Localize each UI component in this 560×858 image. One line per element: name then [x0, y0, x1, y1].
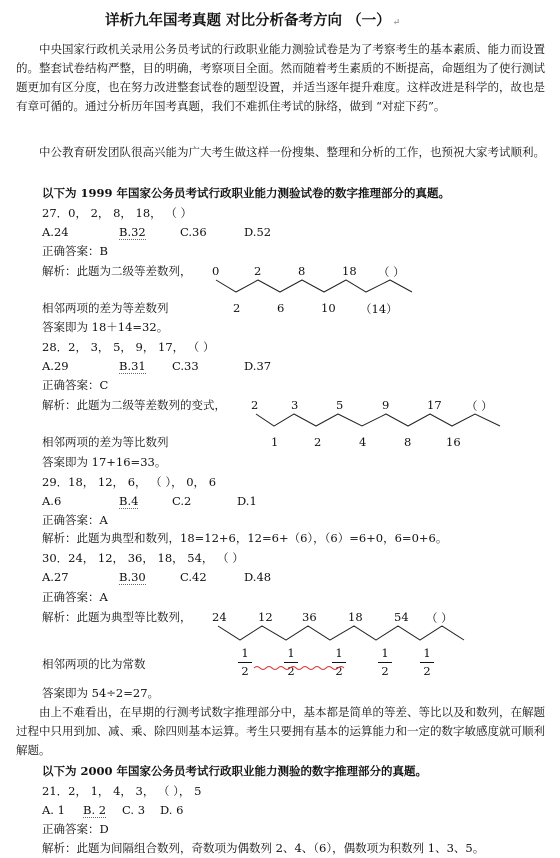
q21-analysis: 解析：此题为间隔组合数列，奇数项为偶数列 2、4、（6），偶数项为积数列 1、3、5。: [42, 841, 485, 855]
q21-answer: 正确答案：D: [42, 822, 109, 836]
q21-option-c: C. 3: [122, 803, 146, 817]
q27-answer: 正确答案：B: [42, 244, 108, 258]
q30-term-3: 18: [348, 610, 363, 624]
q27-option-b: B.32: [119, 225, 146, 239]
q30-term-2: 36: [302, 610, 317, 624]
fraction-numerator: 1: [381, 646, 389, 660]
paragraph-mark-icon: ↵: [392, 18, 401, 28]
q28-term-5: （ ）: [466, 399, 493, 413]
q28-result: 答案即为 17+16=33。: [42, 455, 167, 469]
q29-option-b: B.4: [119, 494, 139, 508]
q27-term-4: （ ）: [378, 265, 405, 279]
q28-option-b: B.31: [119, 359, 146, 373]
q28-term-0: 2: [251, 398, 259, 412]
q30-option-a: A.27: [42, 570, 69, 584]
q21-option-a: A. 1: [42, 803, 65, 817]
q29-answer: 正确答案：A: [42, 513, 108, 527]
q30-term-4: 54: [394, 610, 409, 624]
q29-stem: 29．18， 12， 6， （ ）， 0， 6: [42, 475, 217, 489]
q28-diff-label: 相邻两项的差为等比数列: [42, 435, 169, 449]
q27-diff-0: 2: [233, 301, 241, 315]
fraction-denominator: 2: [423, 664, 431, 678]
conclusion-paragraph: 由上不难看出，在早期的行测考试数字推理部分中，基本都是简单的等差、等比以及和数列，在解题过程中只用到加、减、乘、除四则基本运算。考生只要拥有基本的运算能力和一定的数字敏感度就可顺利解题。: [16, 705, 545, 757]
q27-result: 答案即为 18＋14=32。: [42, 320, 169, 334]
q27-term-1: 2: [254, 264, 262, 278]
q28-option-a: A.29: [42, 359, 69, 373]
q28-diff-4: 16: [446, 435, 461, 449]
q28-option-d: D.37: [244, 359, 272, 373]
q27-stem: 27．0， 2， 8， 18， （ ）: [42, 206, 192, 220]
q27-option-c: C.36: [180, 225, 207, 239]
q30-term-1: 12: [258, 610, 273, 624]
section-2000-heading: 以下为 2000 年国家公务员考试行政职业能力测验的数字推理部分的真题。: [42, 764, 428, 778]
q28-option-c: C.33: [172, 359, 199, 373]
fraction-numerator: 1: [287, 646, 295, 660]
q28-term-3: 9: [382, 398, 390, 412]
q27-diff-label: 相邻两项的差为等差数列: [42, 301, 169, 315]
q28-term-1: 3: [291, 398, 299, 412]
q28-answer: 正确答案：C: [42, 378, 109, 392]
q27-term-0: 0: [212, 264, 220, 278]
q28-diff-2: 4: [359, 435, 367, 449]
q29-option-d: D.1: [237, 494, 257, 508]
fraction-denominator: 2: [335, 664, 343, 678]
q30-result: 答案即为 54÷2=27。: [42, 686, 160, 700]
q29-option-a: A.6: [42, 494, 62, 508]
q28-stem: 28．2， 3， 5， 9， 17， （ ）: [42, 340, 215, 354]
fraction-denominator: 2: [241, 664, 249, 678]
section-1999-heading: 以下为 1999 年国家公务员考试行政职业能力测验试卷的数字推理部分的真题。: [42, 186, 451, 200]
q27-term-3: 18: [342, 264, 357, 278]
q28-diff-3: 8: [404, 435, 412, 449]
intro-paragraph-2: 中公教育研发团队很高兴能为广大考生做这样一份搜集、整理和分析的工作，也预祝大家考试顺利。: [39, 145, 545, 159]
fraction-numerator: 1: [423, 646, 431, 660]
q27-diff-3: （14）: [360, 302, 398, 316]
q30-ratio-label: 相邻两项的比为常数: [42, 657, 146, 671]
q21-option-b: B. 2: [83, 803, 107, 817]
q30-option-c: C.42: [180, 570, 207, 584]
fraction-numerator: 1: [335, 646, 343, 660]
q30-option-b: B.30: [119, 570, 146, 584]
q29-analysis: 解析：此题为典型和数列，18=12+6，12=6+（6），（6）=6+0，6=0+6。: [42, 531, 448, 545]
q30-term-5: （ ）: [426, 611, 453, 625]
q27-diff-2: 10: [321, 301, 336, 315]
q30-stem: 30．24， 12， 36， 18， 54， （ ）: [42, 551, 244, 565]
q30-option-d: D.48: [244, 570, 272, 584]
q27-option-d: D.52: [244, 225, 272, 239]
q27-diff-1: 6: [277, 301, 285, 315]
q30-term-0: 24: [212, 610, 227, 624]
intro-paragraph-1: 中央国家行政机关录用公务员考试的行政职业能力测验试卷是为了考察考生的基本素质、能力而设置的。整套试卷结构严整，目的明确，考察项目全面。然而随着考生素质的不断提高，命题组为了使行测试题更加有区分度，也在努力改进整套试卷的题型设置，并适当逐年提升难度。这样改进是科学的，故也是有章可循的。通过分析历年国考真题，我们不难抓住考试的脉络，做到 “对症下药”。: [16, 42, 545, 113]
q30-analysis: 解析：此题为典型等比数列，: [42, 610, 192, 624]
q21-stem: 21．2， 1， 4， 3， （ ）， 5: [42, 784, 202, 798]
fraction-denominator: 2: [287, 664, 295, 678]
fraction-denominator: 2: [381, 664, 389, 678]
q30-answer: 正确答案：A: [42, 590, 108, 604]
q28-analysis: 解析：此题为二级等差数列的变式，: [42, 398, 226, 412]
q27-term-2: 8: [298, 264, 306, 278]
q27-analysis: 解析：此题为二级等差数列，: [42, 264, 192, 278]
q28-diff-0: 1: [271, 435, 279, 449]
q28-diff-1: 2: [314, 435, 322, 449]
q21-option-d: D. 6: [160, 803, 184, 817]
q28-term-2: 5: [336, 398, 344, 412]
title-text: 详析九年国考真题 对比分析备考方向 （一）: [105, 12, 391, 29]
fraction-numerator: 1: [241, 646, 249, 660]
q28-term-4: 17: [427, 398, 442, 412]
q27-option-a: A.24: [42, 225, 69, 239]
q29-option-c: C.2: [172, 494, 192, 508]
